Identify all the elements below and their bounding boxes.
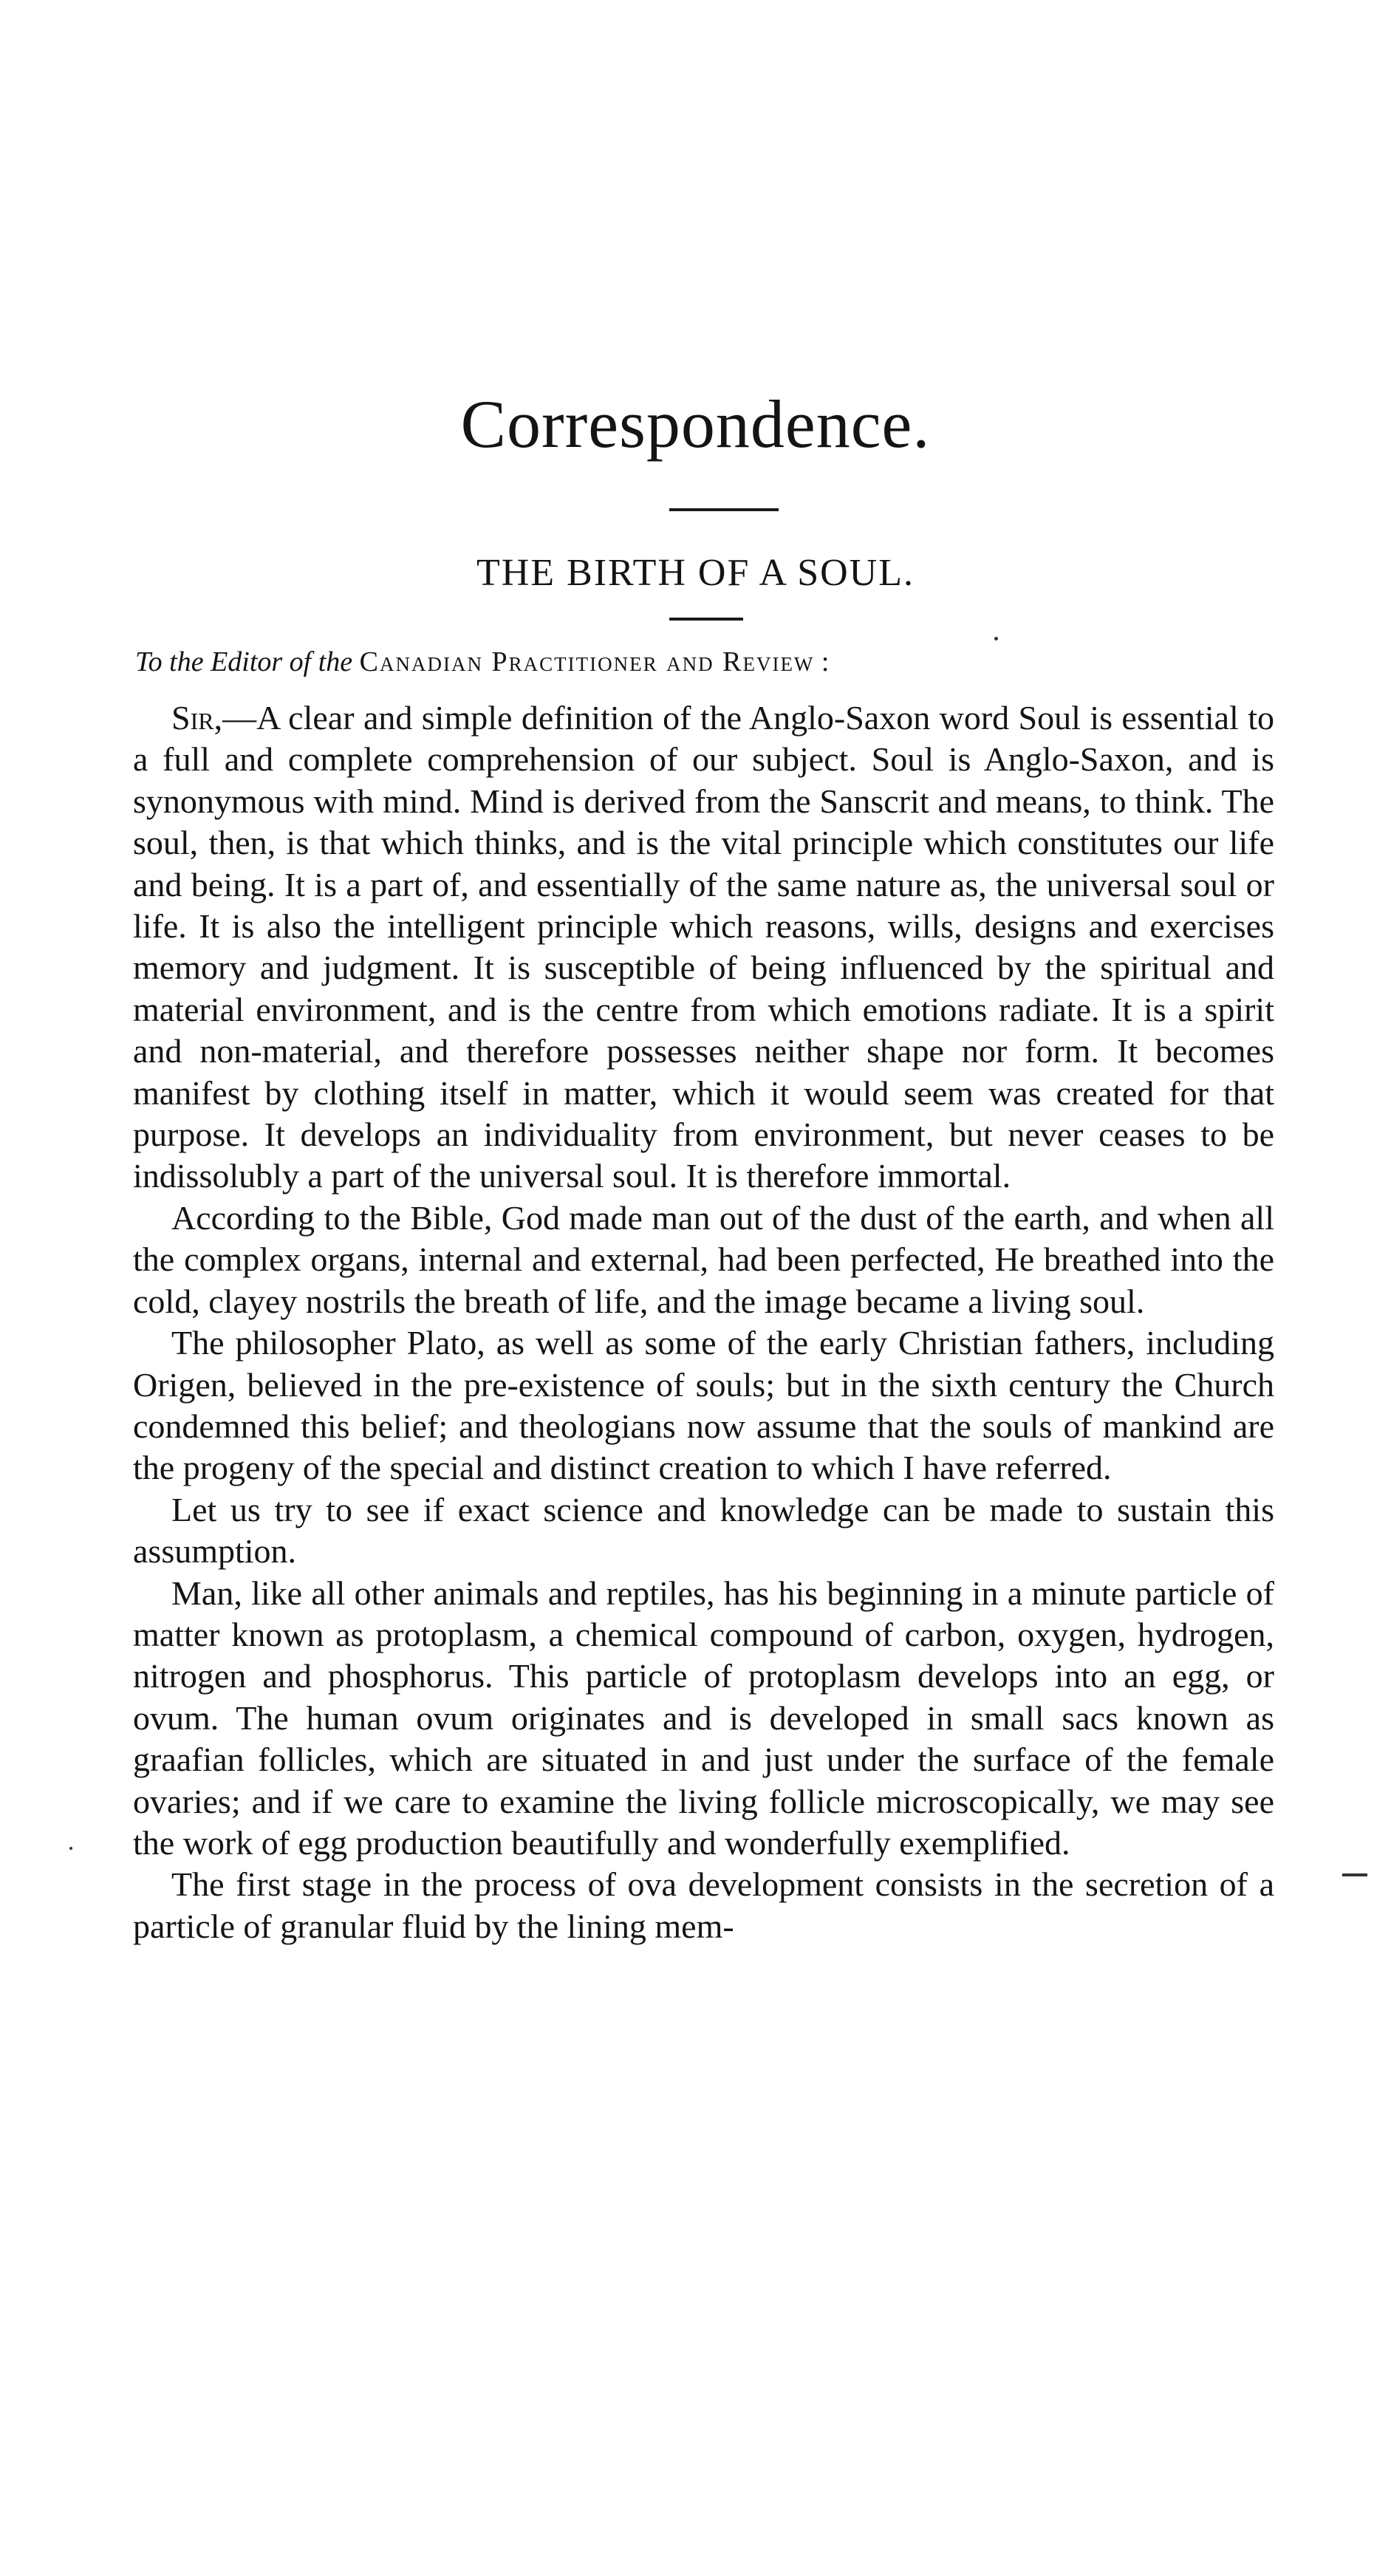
paragraph-lead: Sir, (171, 699, 223, 737)
section-heading: Correspondence. (460, 386, 931, 462)
salutation-prefix: To the Editor of the (135, 646, 353, 677)
salutation (135, 648, 829, 676)
paragraph: Man, like all other animals and reptiles, has his beginning in a minute particle of matter known as protoplasm, a chemical compound of carbon, oxygen, hydrogen, nitrogen and phosphorus. This particle of protoplasm develops into an egg, or ovum. The human ovum originates and is developed in small sacs known as graafian follicles, which are situated in and just under the surface of the female ovaries; and if we care to examine the living follicle microscopically, we may see the work of egg production beautifully and wonderfully exemplified. (133, 1574, 1274, 1862)
paragraph-text: —A clear and simple definition of the Anglo-Saxon word Soul is essential to a full and complete comprehension of our subject. Soul is Anglo-Saxon, and is synonymous with mind. Mind is derived from the Sanscrit and means, to think. The soul, then, is that which thinks, and is the vital principle which constitutes our life and being. It is a part of, and essentially of the same nature as, the universal soul or life. It is also the intelligent principle which reasons, wills, designs and exercises memory and judgment. It is susceptible of being influenced by the spiritual and material environment, and is the centre from which emotions radiate. It is a spirit and non-material, and therefore possesses neither shape nor form. It becomes manifest by clothing itself in matter, which it would seem was created for that purpose. It develops an individuality from environment, but never ceases to be indissolubly a part of the universal soul. It is therefore immortal. (133, 699, 1274, 1195)
paragraph: Let us try to see if exact science and knowledge can be made to sustain this assumption. (133, 1490, 1274, 1571)
heading-rule (669, 508, 779, 511)
paragraph: According to the Bible, God made man out of the dust of the earth, and when all the complex organs, internal and external, had been perfected, He breathed into the cold, clayey nostrils the breath of life, and the image became a living soul. (133, 1198, 1274, 1320)
title-rule (669, 618, 743, 621)
article-title: THE BIRTH OF A SOUL. (476, 552, 915, 594)
journal-name: Canadian Practitioner and Review (359, 646, 815, 677)
print-speck (994, 637, 998, 640)
print-speck (69, 1847, 72, 1850)
paragraph (133, 697, 1274, 1198)
paragraph: The first stage in the process of ova development consists in the secretion of a particle of granular fluid by the lining mem- (133, 1865, 1274, 1945)
paragraph: The philosopher Plato, as well as some of the early Christian fathers, including Origen, believed in the pre-existence of souls; but in the sixth century the Church condemned this belief; and theologians now assume that the souls of mankind are the progeny of the special and distinct creation to which I have referred. (133, 1324, 1274, 1487)
letter-body (133, 697, 1274, 1947)
salutation-suffix: : (814, 646, 830, 677)
margin-mark (1342, 1873, 1367, 1876)
